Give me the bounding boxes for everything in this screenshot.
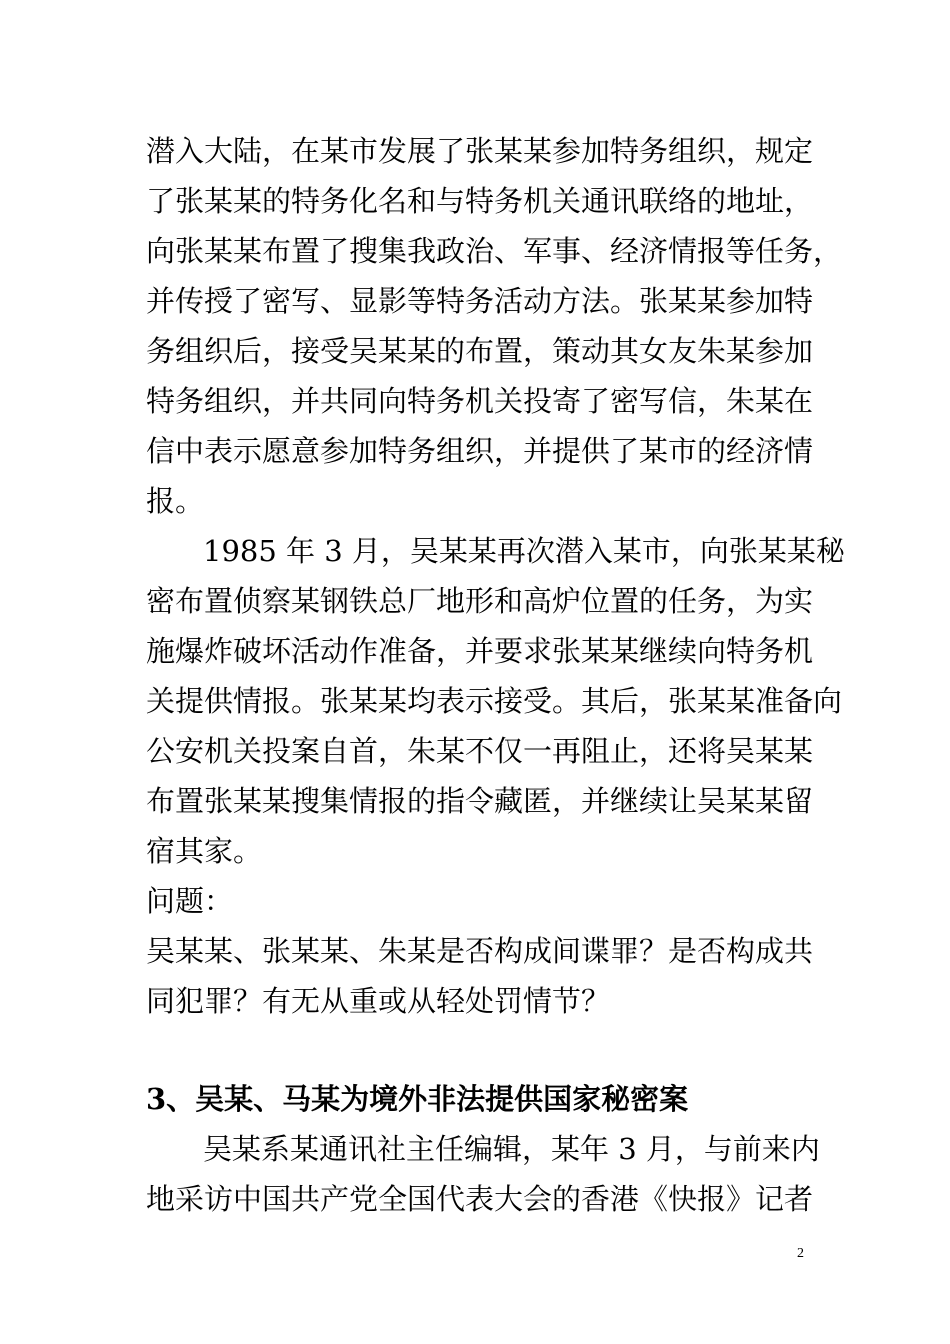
question-line: 吴某某、张某某、朱某是否构成间谍罪？是否构成共: [146, 934, 814, 968]
text-line: 宿其家。: [146, 834, 263, 868]
text-line: 地采访中国共产党全国代表大会的香港《快报》记者: [146, 1182, 814, 1216]
text-line: 潜入大陆，在某市发展了张某某参加特务组织，规定: [146, 134, 814, 168]
case-heading: 3、吴某、马某为境外非法提供国家秘密案: [146, 1082, 689, 1116]
text-line: 报。: [146, 484, 205, 518]
text-line: 1985 年 3 月，吴某某再次潜入某市，向张某某秘: [203, 534, 845, 568]
text-line: 了张某某的特务化名和与特务机关通讯联络的地址，: [146, 184, 814, 218]
page-number: 2: [797, 1246, 804, 1261]
question-line: 同犯罪？有无从重或从轻处罚情节？: [146, 984, 611, 1018]
text-line: 公安机关投案自首，朱某不仅一再阻止，还将吴某某: [146, 734, 814, 768]
text-line: 布置张某某搜集情报的指令藏匿，并继续让吴某某留: [146, 784, 814, 818]
text-line: 关提供情报。张某某均表示接受。其后，张某某准备向: [146, 684, 843, 718]
text-line: 信中表示愿意参加特务组织，并提供了某市的经济情: [146, 434, 814, 468]
text-line: 向张某某布置了搜集我政治、军事、经济情报等任务，: [146, 234, 843, 268]
text-line: 吴某系某通讯社主任编辑，某年 3 月，与前来内: [203, 1132, 820, 1166]
text-line: 特务组织，并共同向特务机关投寄了密写信，朱某在: [146, 384, 814, 418]
text-line: 并传授了密写、显影等特务活动方法。张某某参加特: [146, 284, 814, 318]
text-line: 施爆炸破坏活动作准备，并要求张某某继续向特务机: [146, 634, 814, 668]
text-line: 务组织后，接受吴某某的布置，策动其女友朱某参加: [146, 334, 814, 368]
question-label: 问题：: [146, 884, 234, 918]
text-line: 密布置侦察某钢铁总厂地形和高炉位置的任务，为实: [146, 584, 814, 618]
